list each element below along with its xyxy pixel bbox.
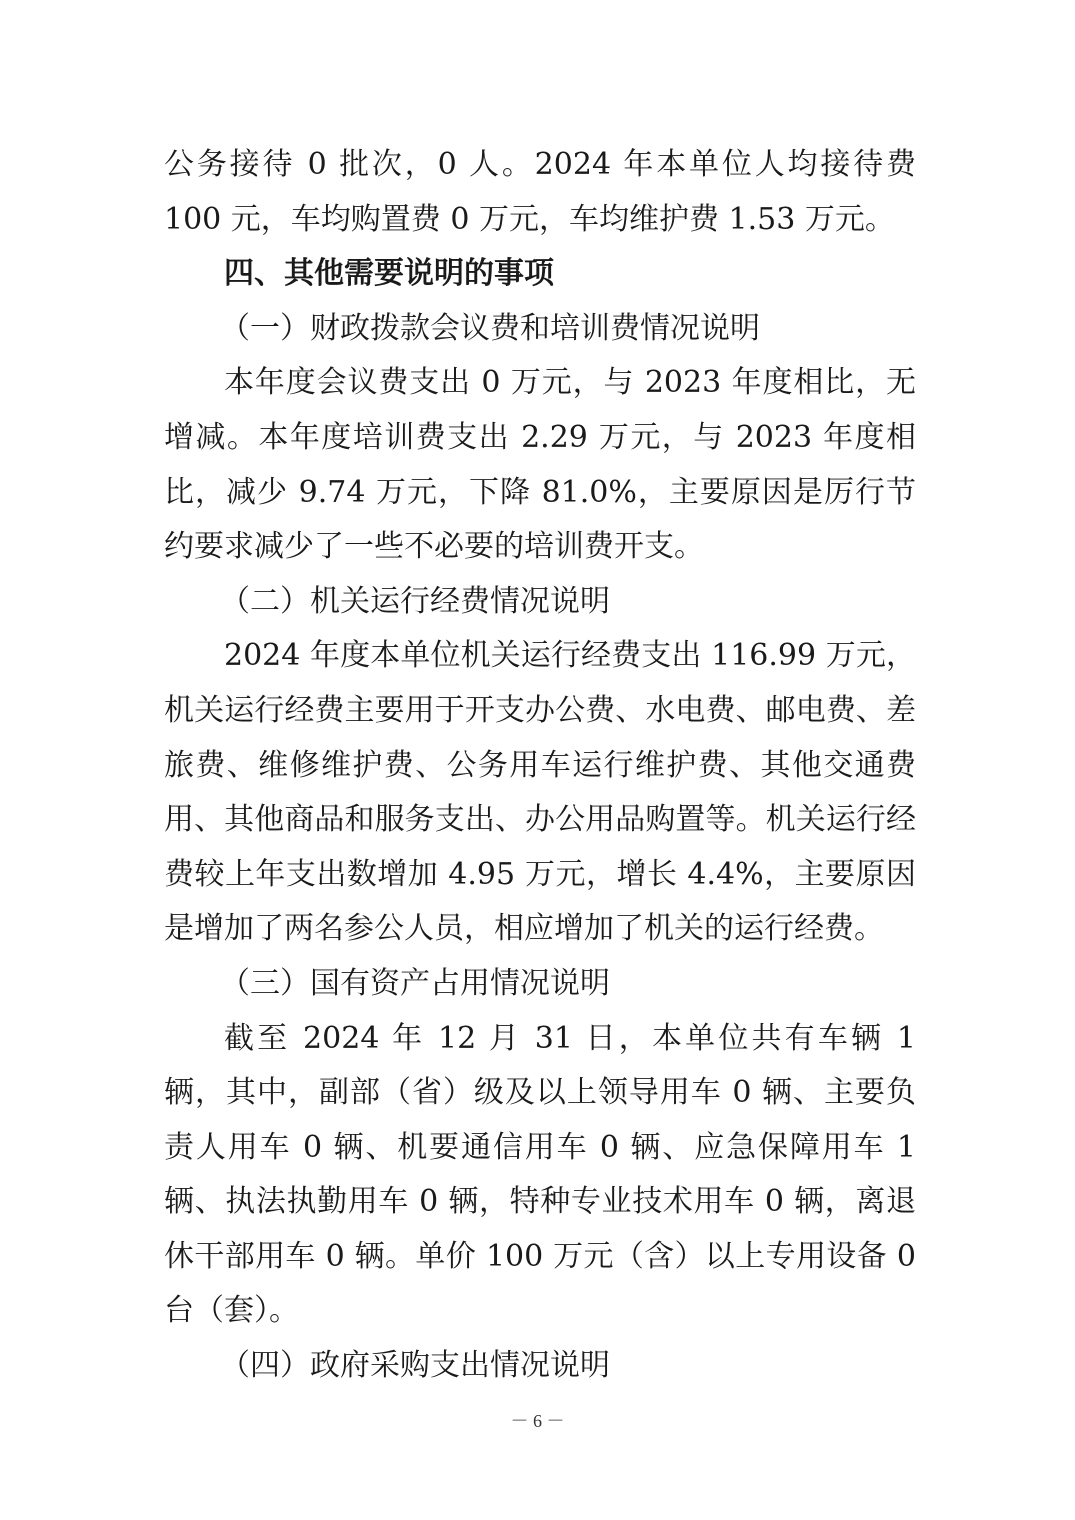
page-number: － 6 － xyxy=(510,1411,565,1431)
paragraph-state-assets: 截至 2024 年 12 月 31 日，本单位共有车辆 1 辆，其中，副部（省）级及以上领导用车 0 辆、主要负责人用车 0 辆、机要通信用车 0 辆、应急保障用车 1 辆、执法执勤用车 0 辆，特种专业技术用车 0 辆，离退休干部用车 0 辆。单价 100 万元（含）以上专用设备 0 台（套）。 xyxy=(164,1020,916,1329)
subheading-operating-expenses: （二）机关运行经费情况说明 xyxy=(220,583,610,619)
subheading-meeting-training-fees: （一）财政拨款会议费和培训费情况说明 xyxy=(220,310,760,346)
document-body xyxy=(164,138,916,1394)
subheading-government-procurement: （四）政府采购支出情况说明 xyxy=(220,1348,610,1384)
paragraph-meeting-training-fees: 本年度会议费支出 0 万元，与 2023 年度相比，无增减。本年度培训费支出 2.29 万元，与 2023 年度相比，减少 9.74 万元，下降 81.0%，主要原因是厉行节约要求减少了一些不必要的培训费开支。 xyxy=(164,365,916,565)
section-heading-other-matters: 四、其他需要说明的事项 xyxy=(224,256,554,292)
subheading-state-assets: （三）国有资产占用情况说明 xyxy=(220,965,610,1001)
paragraph-operating-expenses: 2024 年度本单位机关运行经费支出 116.99 万元，机关运行经费主要用于开支办公费、水电费、邮电费、差旅费、维修维护费、公务用车运行维护费、其他交通费用、其他商品和服务支出、办公用品购置等。机关运行经费较上年支出数增加 4.95 万元，增长 4.4%，主要原因是增加了两名参公人员，相应增加了机关的运行经费。 xyxy=(164,638,916,947)
paragraph-reception-summary: 公务接待 0 批次，0 人。2024 年本单位人均接待费 100 元，车均购置费 0 万元，车均维护费 1.53 万元。 xyxy=(164,147,916,237)
